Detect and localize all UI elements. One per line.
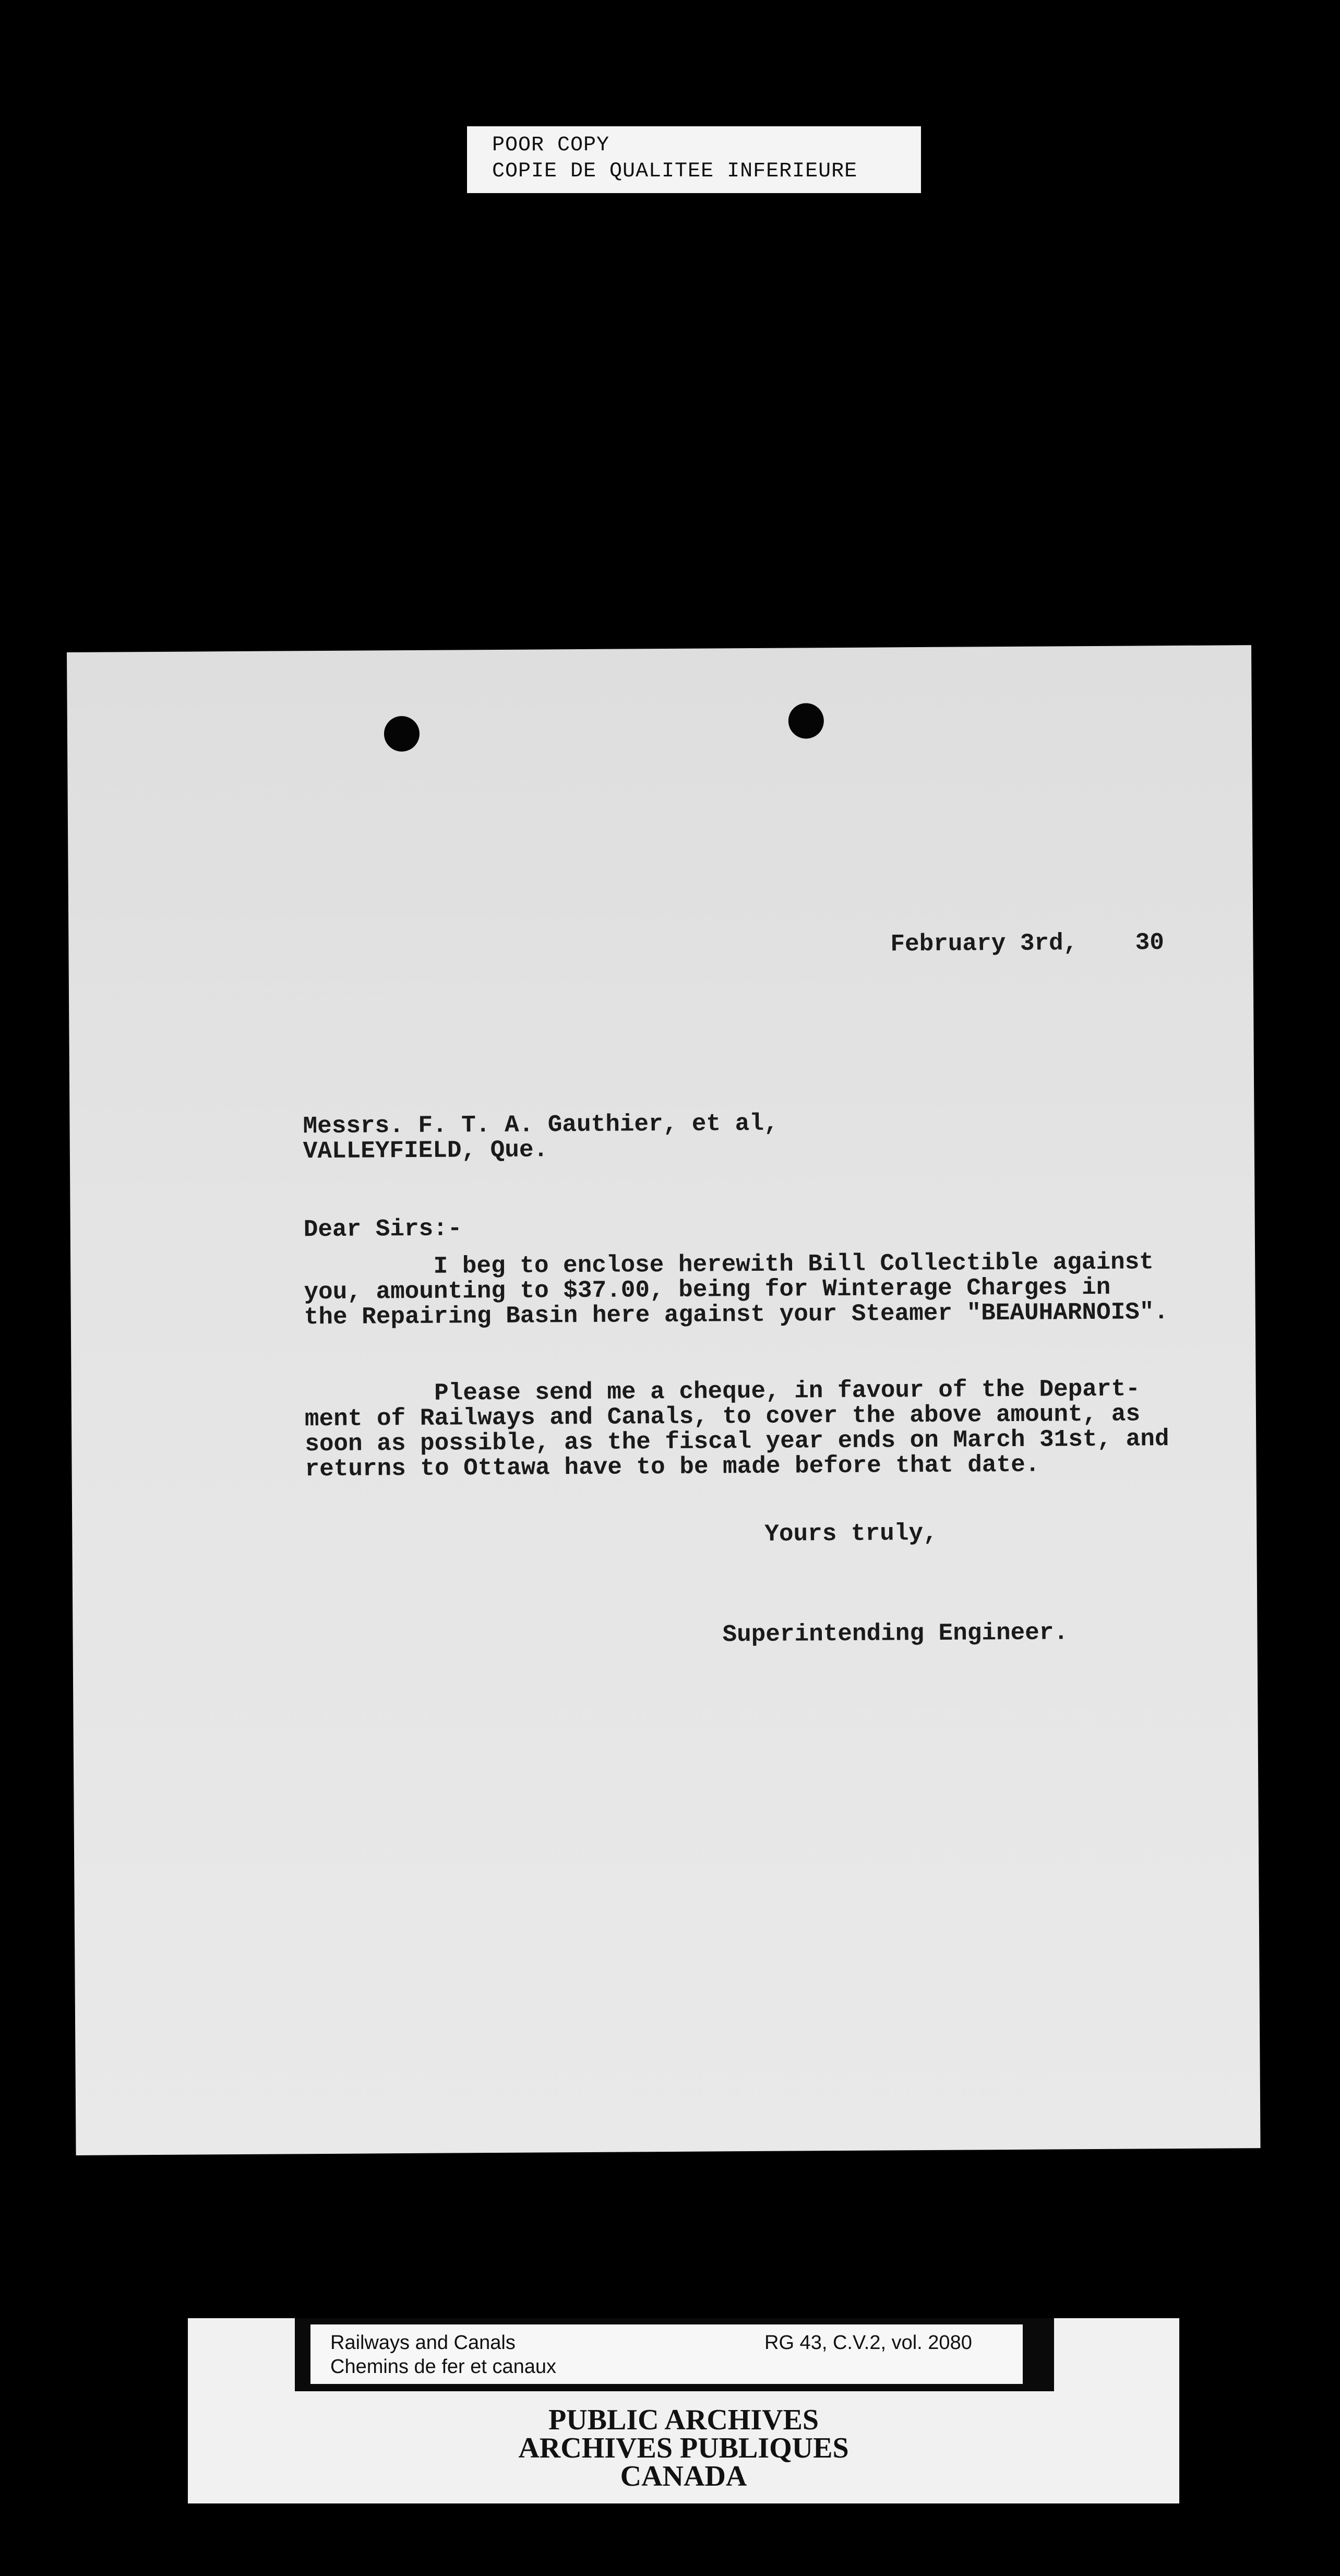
letter-page	[67, 645, 1261, 2155]
archives-name-fr: ARCHIVES PUBLIQUES	[518, 2432, 849, 2464]
paragraph-line: ment of Railways and Canals, to cover the above amount, as	[304, 1400, 1141, 1433]
reference-label	[310, 2324, 1023, 2384]
paragraph-line: soon as possible, as the fiscal year ends on March 31st, and	[305, 1425, 1169, 1458]
letter-closing: Yours truly,	[764, 1519, 938, 1548]
archives-stamp	[188, 2406, 1179, 2490]
archives-country: CANADA	[620, 2460, 747, 2492]
addressee-line: Messrs. F. T. A. Gauthier, et al,	[303, 1110, 779, 1140]
poor-copy-line-en: POOR COPY	[492, 134, 610, 157]
fonds-name-en: Railways and Canals	[330, 2332, 516, 2354]
letter-paragraph-1	[304, 1249, 1168, 1330]
paragraph-line: I beg to enclose herewith Bill Collectible against	[304, 1248, 1154, 1281]
reference-number: RG 43, C.V.2, vol. 2080	[764, 2332, 972, 2354]
letter-addressee	[303, 1111, 779, 1164]
punch-hole-left	[384, 716, 420, 752]
archive-footer	[188, 2318, 1179, 2503]
reference-strip	[295, 2318, 1054, 2391]
poor-copy-notice	[467, 126, 921, 193]
paragraph-line: you, amounting to $37.00, being for Winterage Charges in	[304, 1273, 1111, 1306]
archives-name-en: PUBLIC ARCHIVES	[548, 2404, 819, 2436]
addressee-line: VALLEYFIELD, Que.	[303, 1136, 548, 1165]
letter-date: February 3rd, 30	[890, 929, 1165, 958]
punch-hole-right	[788, 703, 824, 738]
paragraph-line: Please send me a cheque, in favour of the Depart-	[304, 1375, 1140, 1408]
fonds-name-fr: Chemins de fer et canaux	[330, 2356, 557, 2378]
letter-salutation: Dear Sirs:-	[303, 1215, 462, 1244]
poor-copy-line-fr: COPIE DE QUALITEE INFERIEURE	[492, 160, 858, 183]
letter-signature: Superintending Engineer.	[722, 1619, 1069, 1649]
fonds-name	[330, 2331, 556, 2379]
letter-paragraph-2	[305, 1376, 1169, 1482]
paragraph-line: returns to Ottawa have to be made before that date.	[305, 1451, 1040, 1483]
paragraph-line: the Repairing Basin here against your Steamer "BEAUHARNOIS".	[304, 1298, 1169, 1331]
